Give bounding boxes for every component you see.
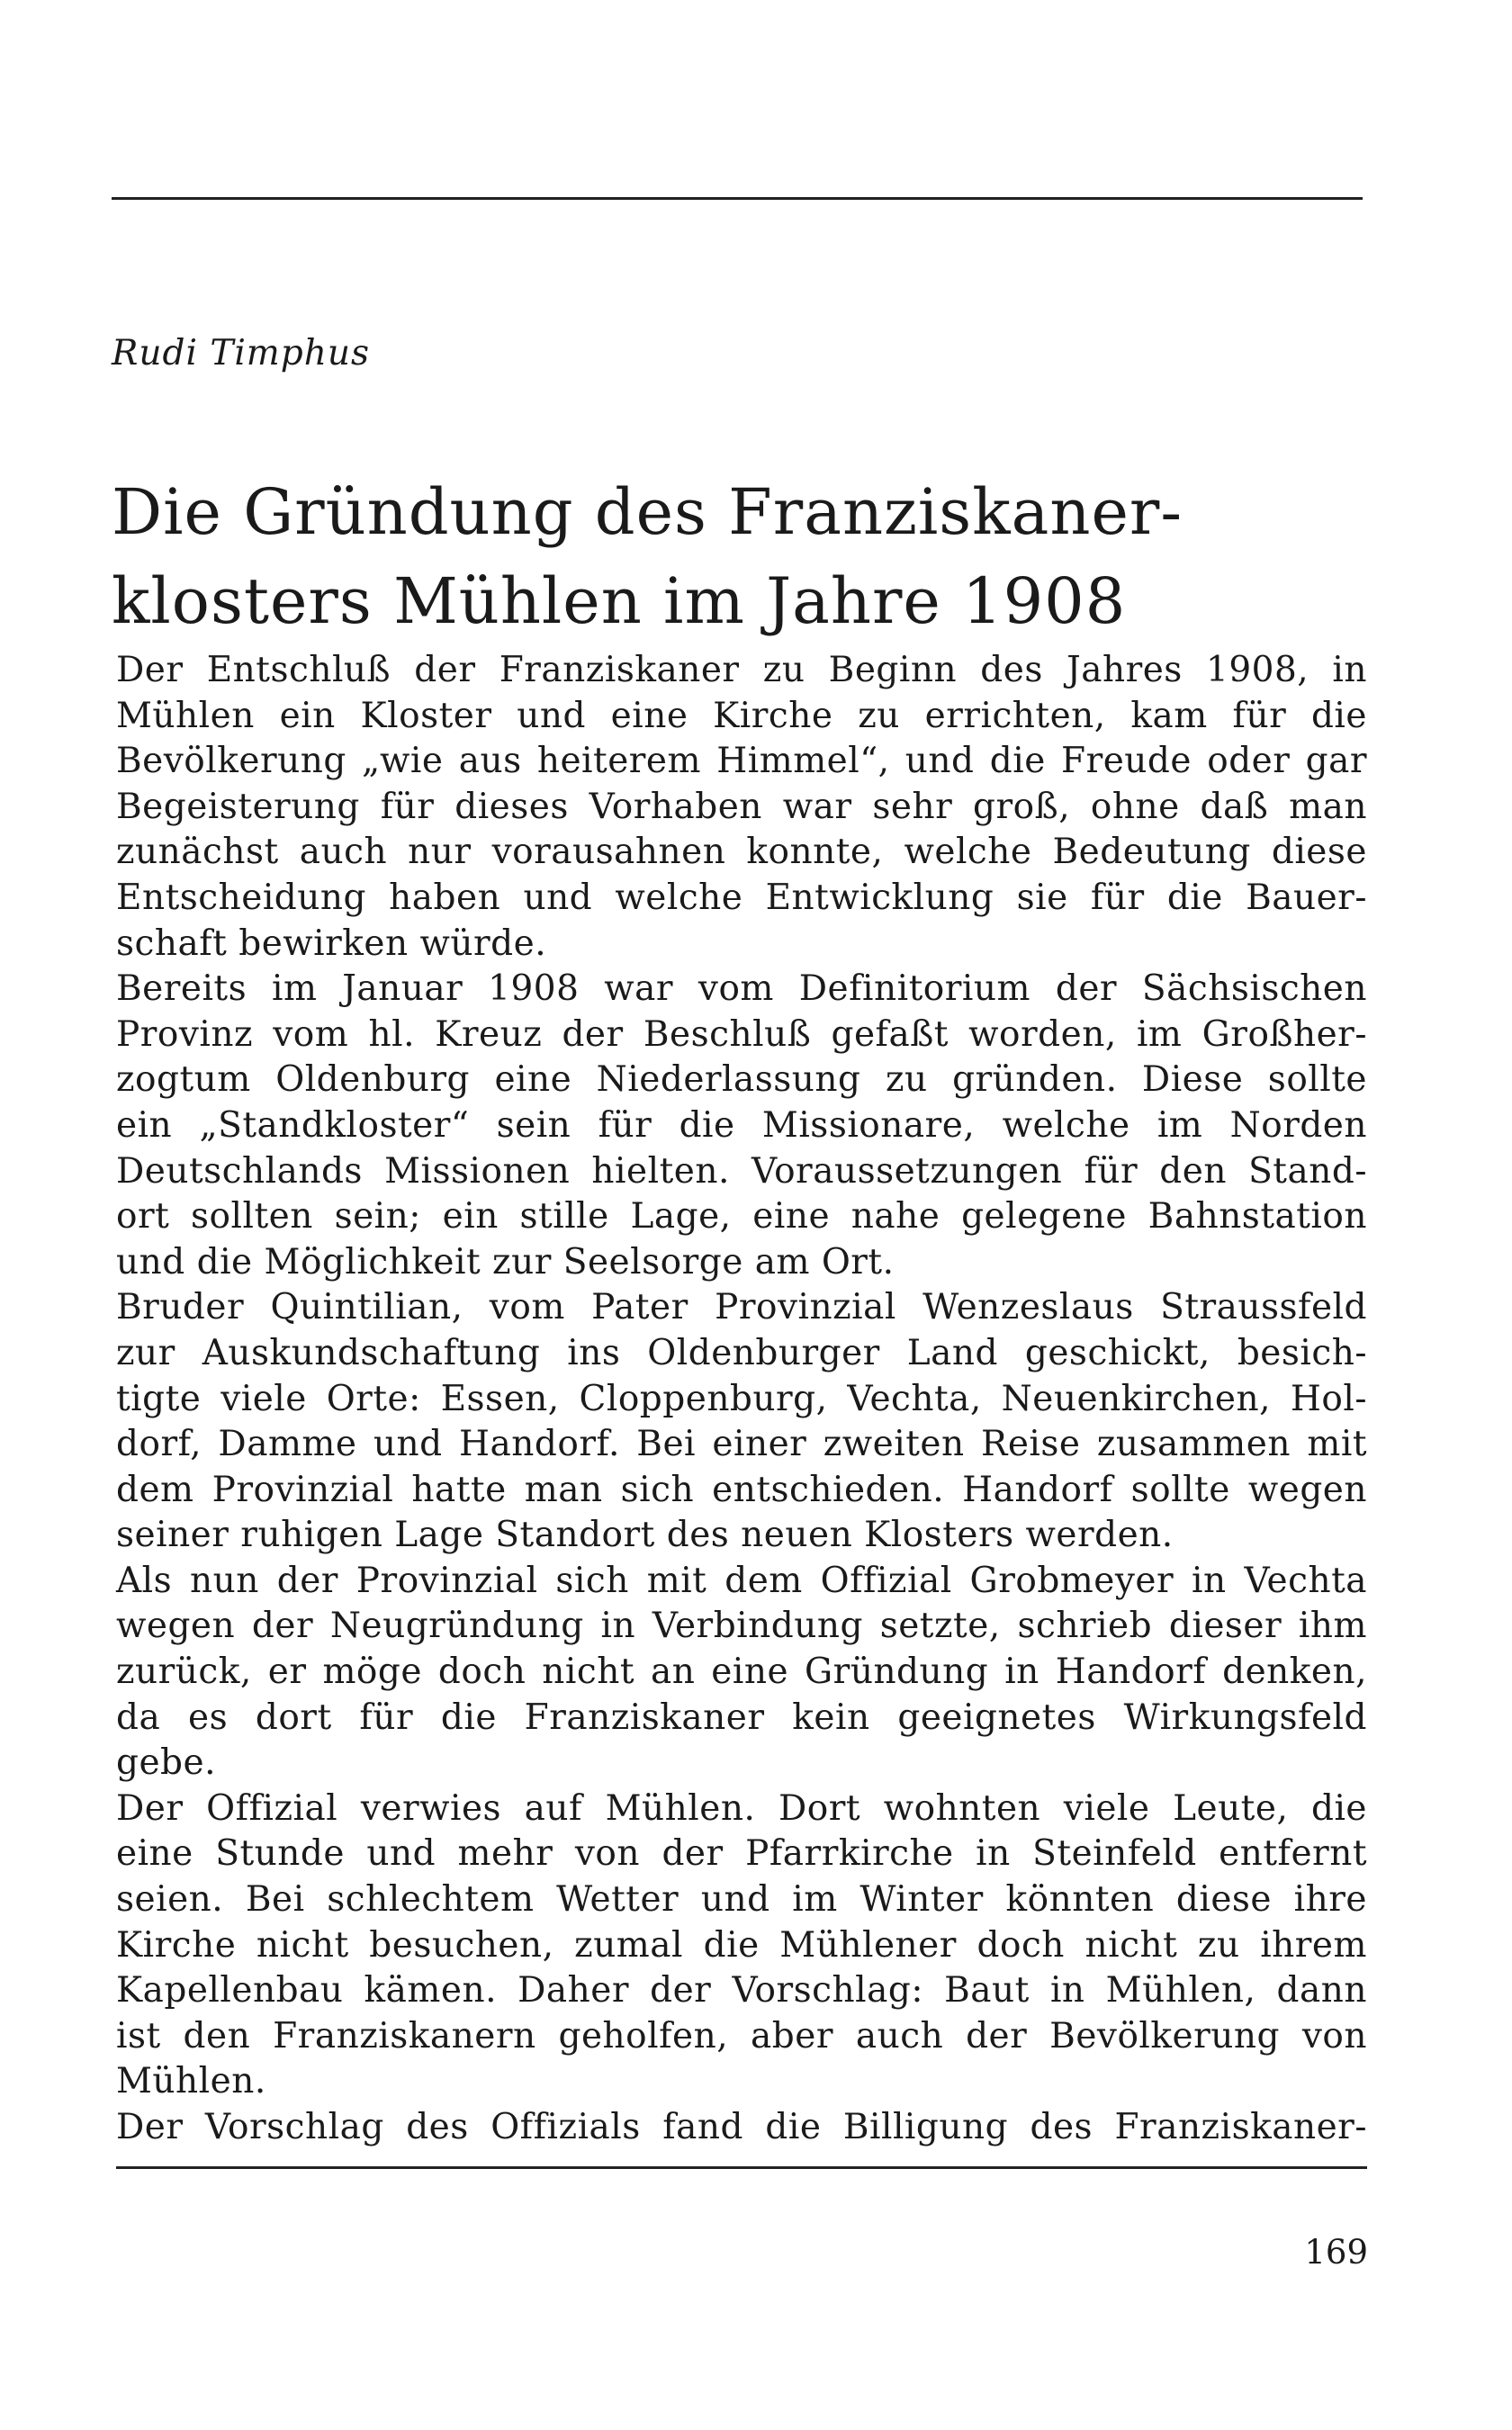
- body-line: da es dort für die Franziskaner kein geeignetes Wirkungsfeld: [116, 1696, 1367, 1738]
- body-line: zogtum Oldenburg eine Niederlassung zu gründen. Diese sollte: [116, 1059, 1367, 1101]
- body-line: Bruder Quintilian, vom Pater Provinzial Wenzeslaus Straussfeld: [116, 1287, 1367, 1328]
- bottom-rule: [116, 2166, 1367, 2169]
- body-line: Mühlen.: [116, 2061, 266, 2102]
- body-line: ist den Franziskanern geholfen, aber auch der Bevölkerung von: [116, 2015, 1367, 2056]
- body-line: eine Stunde und mehr von der Pfarrkirche in Steinfeld entfernt: [116, 1833, 1367, 1875]
- body-line: Kirche nicht besuchen, zumal die Mühlener doch nicht zu ihrem: [116, 1924, 1367, 1966]
- body-line: seien. Bei schlechtem Wetter und im Winter könnten diese ihre: [116, 1879, 1367, 1921]
- body-line: Als nun der Provinzial sich mit dem Offizial Grobmeyer in Vechta: [116, 1560, 1367, 1601]
- top-rule: [112, 197, 1363, 200]
- body-line: Entscheidung haben und welche Entwicklung sie für die Bauer-: [116, 877, 1367, 918]
- body-line: ein „Standkloster“ sein für die Missionare, welche im Norden: [116, 1104, 1367, 1146]
- body-line: Bevölkerung „wie aus heiterem Himmel“, und die Freude oder gar: [116, 741, 1367, 782]
- article-body: [116, 648, 1367, 2151]
- title-line: Die Gründung des Franziskaner-: [112, 475, 1183, 549]
- body-line: Begeisterung für dieses Vorhaben war sehr groß, ohne daß man: [116, 786, 1367, 827]
- body-line: gebe.: [116, 1742, 216, 1784]
- body-line: Deutschlands Missionen hielten. Voraussetzungen für den Stand-: [116, 1150, 1367, 1192]
- body-line: schaft bewirken würde.: [116, 922, 547, 964]
- body-line: Provinz vom hl. Kreuz der Beschluß gefaßt worden, im Großher-: [116, 1013, 1367, 1055]
- body-line: Der Vorschlag des Offizials fand die Billigung des Franziskaner-: [116, 2107, 1367, 2147]
- body-line: zur Auskundschaftung ins Oldenburger Land geschickt, besich-: [116, 1332, 1367, 1373]
- body-line: Der Entschluß der Franziskaner zu Beginn des Jahres 1908, in: [116, 650, 1367, 690]
- body-line: wegen der Neugründung in Verbindung setzte, schrieb dieser ihm: [116, 1606, 1367, 1647]
- body-line: Der Offizial verwies auf Mühlen. Dort wohnten viele Leute, die: [116, 1787, 1367, 1829]
- article-title: [112, 468, 1183, 646]
- body-line: ort sollten sein; ein stille Lage, eine nahe gelegene Bahnstation: [116, 1196, 1367, 1238]
- title-line: klosters Mühlen im Jahre 1908: [112, 564, 1127, 638]
- body-line: tigte viele Orte: Essen, Cloppenburg, Vechta, Neuenkirchen, Hol-: [116, 1378, 1367, 1419]
- author-name: Rudi Timphus: [112, 333, 370, 374]
- body-line: seiner ruhigen Lage Standort des neuen Klosters werden.: [116, 1515, 1174, 1556]
- body-line: Bereits im Januar 1908 war vom Definitorium der Sächsischen: [116, 968, 1367, 1010]
- body-line: dem Provinzial hatte man sich entschieden. Handorf sollte wegen: [116, 1469, 1367, 1510]
- body-line: zunächst auch nur vorausahnen konnte, welche Bedeutung diese: [116, 832, 1367, 873]
- body-line: und die Möglichkeit zur Seelsorge am Ort.: [116, 1241, 895, 1282]
- body-line: Kapellenbau kämen. Daher der Vorschlag: Baut in Mühlen, dann: [116, 1970, 1367, 2012]
- body-line: dorf, Damme und Handorf. Bei einer zweiten Reise zusammen mit: [116, 1424, 1367, 1465]
- body-line: zurück, er möge doch nicht an eine Gründung in Handorf denken,: [116, 1652, 1367, 1693]
- body-line: Mühlen ein Kloster und eine Kirche zu errichten, kam für die: [116, 695, 1367, 736]
- page-number: 169: [1304, 2233, 1368, 2272]
